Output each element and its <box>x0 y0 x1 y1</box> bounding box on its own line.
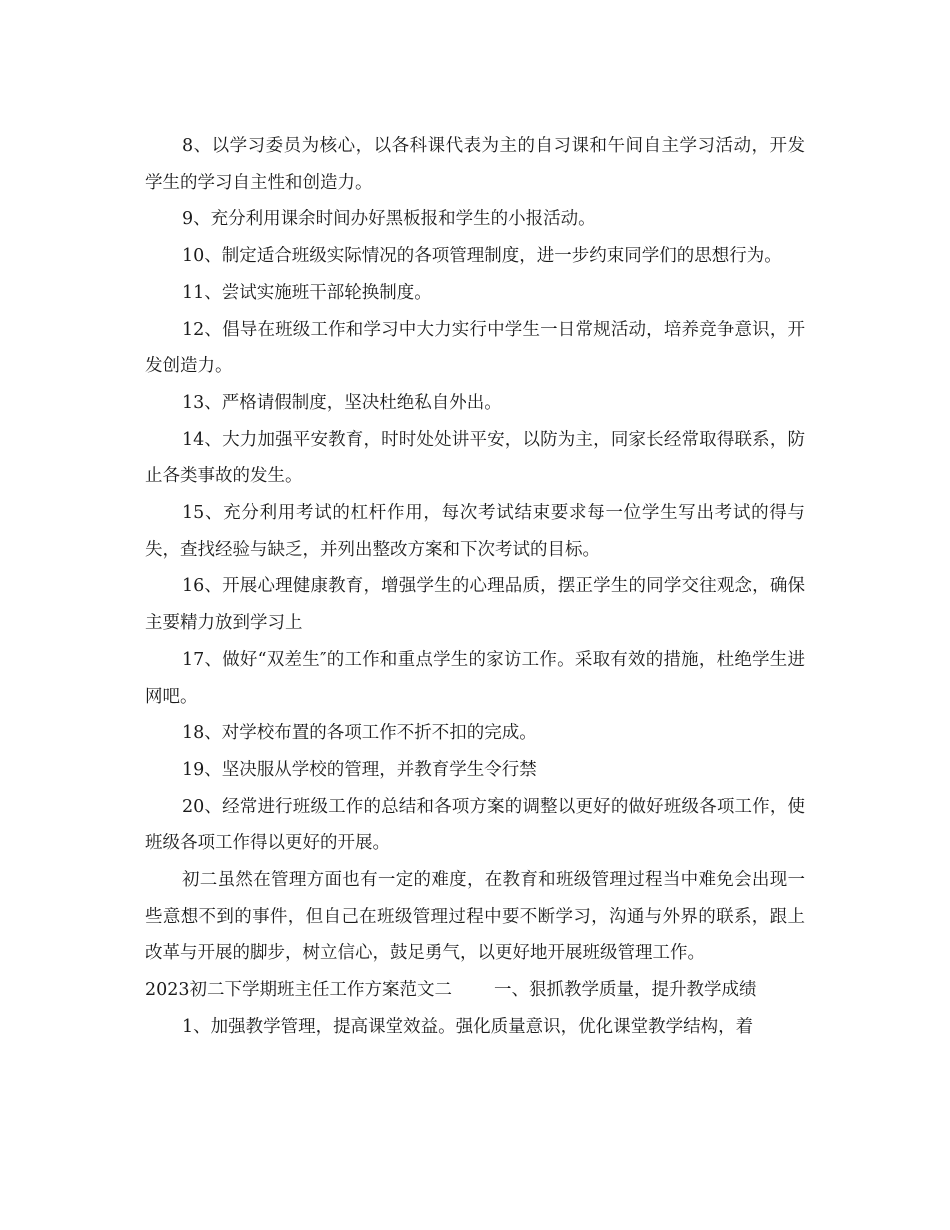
section-subheading: 一、狠抓教学质量，提升教学成绩 <box>494 980 757 1001</box>
paragraph-item-19: 19、坚决服从学校的管理，并教育学生令行禁 <box>182 759 537 780</box>
paragraph-item-12: 12、倡导在班级工作和学习中大力实行中学生一日常规活动，培养竞争意识，开发创造力。 <box>145 319 805 377</box>
paragraph-item-15: 15、充分利用考试的杠杆作用，每次考试结束要求每一位学生写出考试的得与失，查找经验与缺乏，并列出整改方案和下次考试的目标。 <box>145 503 805 560</box>
section-title: 2023初二下学期班主任工作方案范文二 <box>145 980 453 1001</box>
paragraph-item-13: 13、严格请假制度，坚决杜绝私自外出。 <box>182 392 502 413</box>
paragraph-item-9: 9、充分利用课余时间办好黑板报和学生的小报活动。 <box>182 209 596 230</box>
summary-paragraph: 初二虽然在管理方面也有一定的难度，在教育和班级管理过程当中难免会出现一些意想不到的事件，但自己在班级管理过程中要不断学习，沟通与外界的联系，跟上改革与开展的脚步，树立信心，鼓足勇气，以更好地开展班级管理工作。 <box>145 870 805 964</box>
paragraph-item-1: 1、加强教学管理，提高课堂效益。强化质量意识，优化课堂教学结构，着 <box>182 1016 754 1037</box>
paragraph-item-17: 17、做好“双差生″的工作和重点学生的家访工作。采取有效的措施，杜绝学生进网吧。 <box>145 649 805 707</box>
paragraph-item-18: 18、对学校布置的各项工作不折不扣的完成。 <box>182 723 537 744</box>
paragraph-item-11: 11、尝试实施班干部轮换制度。 <box>182 282 432 303</box>
heading-spacer <box>452 972 494 1009</box>
paragraph-item-16: 16、开展心理健康教育，增强学生的心理品质，摆正学生的同学交往观念，确保主要精力放到学习上 <box>145 576 805 634</box>
paragraph-item-14: 14、大力加强平安教育，时时处处讲平安，以防为主，同家长经常取得联系，防止各类事故的发生。 <box>145 429 805 487</box>
paragraph-item-10: 10、制定适合班级实际情况的各项管理制度，进一步约束同学们的思想行为。 <box>182 246 782 267</box>
section-heading-line <box>145 972 805 1009</box>
paragraph-item-8: 8、以学习委员为核心，以各科课代表为主的自习课和午间自主学习活动，开发学生的学习自主性和创造力。 <box>145 136 805 193</box>
paragraph-item-20: 20、经常进行班级工作的总结和各项方案的调整以更好的做好班级各项工作，使班级各项工作得以更好的开展。 <box>145 796 805 854</box>
document-body <box>145 128 805 1046</box>
